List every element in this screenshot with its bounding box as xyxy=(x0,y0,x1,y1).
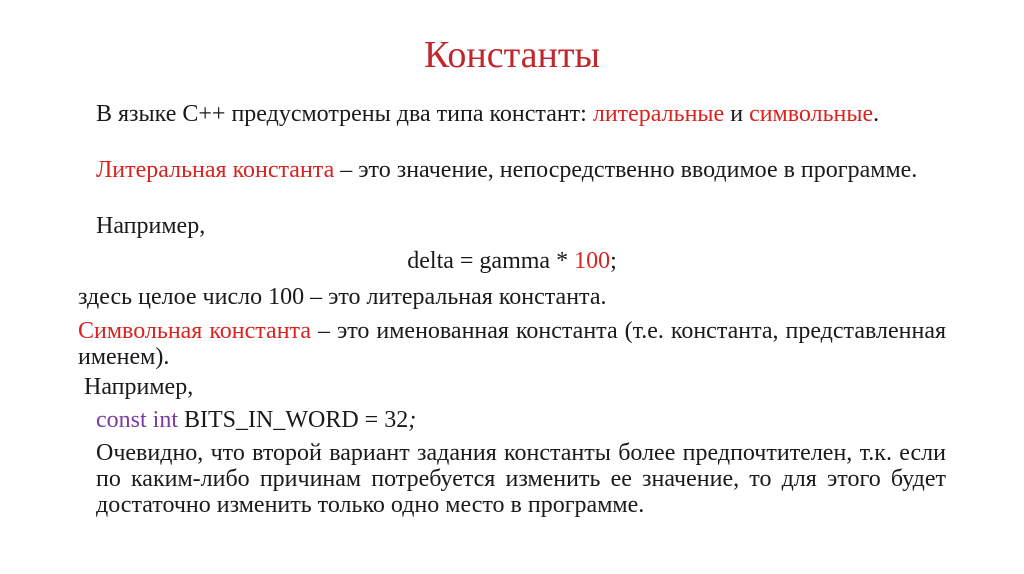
slide-title: Константы xyxy=(423,34,601,76)
p5-text: – это именованная константа (т.е. константа, представленная именем). xyxy=(78,318,947,370)
code1-text: delta = gamma * xyxy=(407,248,575,274)
term-literal: литеральные xyxy=(592,101,725,127)
paragraph-types-of-constants xyxy=(96,101,946,127)
p2-text: – это значение, непосредственно вводимое в программе. xyxy=(334,157,918,183)
code2-keyword: const int xyxy=(96,407,178,433)
code2-end: ; xyxy=(408,407,417,433)
code-example-1 xyxy=(0,248,1024,274)
code1-number: 100 xyxy=(574,248,611,274)
term-symbolic-constant: Символьная константа xyxy=(78,318,311,344)
term-symbolic: символьные xyxy=(749,101,874,127)
p1-text-b: и xyxy=(724,101,750,127)
paragraph-symbolic-definition xyxy=(78,318,946,370)
p1-text-c: . xyxy=(873,101,880,127)
code2-text: BITS_IN_WORD = 32 xyxy=(178,407,409,433)
paragraph-example-1: Например, xyxy=(96,213,206,239)
code1-end: ; xyxy=(610,248,617,274)
paragraph-conclusion: Очевидно, что второй вариант задания константы более предпочтителен, т.к. если по каким-либо причинам потребуется изменить ее значение, то для этого будет достаточно изменить только одно место в программе. xyxy=(96,440,946,518)
paragraph-example-2: Например, xyxy=(84,374,194,400)
code-example-2 xyxy=(96,407,416,433)
paragraph-literal-explanation: здесь целое число 100 – это литеральная константа. xyxy=(78,284,607,310)
paragraph-literal-definition xyxy=(96,157,946,183)
term-literal-constant: Литеральная константа xyxy=(96,157,335,183)
p1-text-a: В языке С++ предусмотрены два типа констант: xyxy=(96,101,593,127)
